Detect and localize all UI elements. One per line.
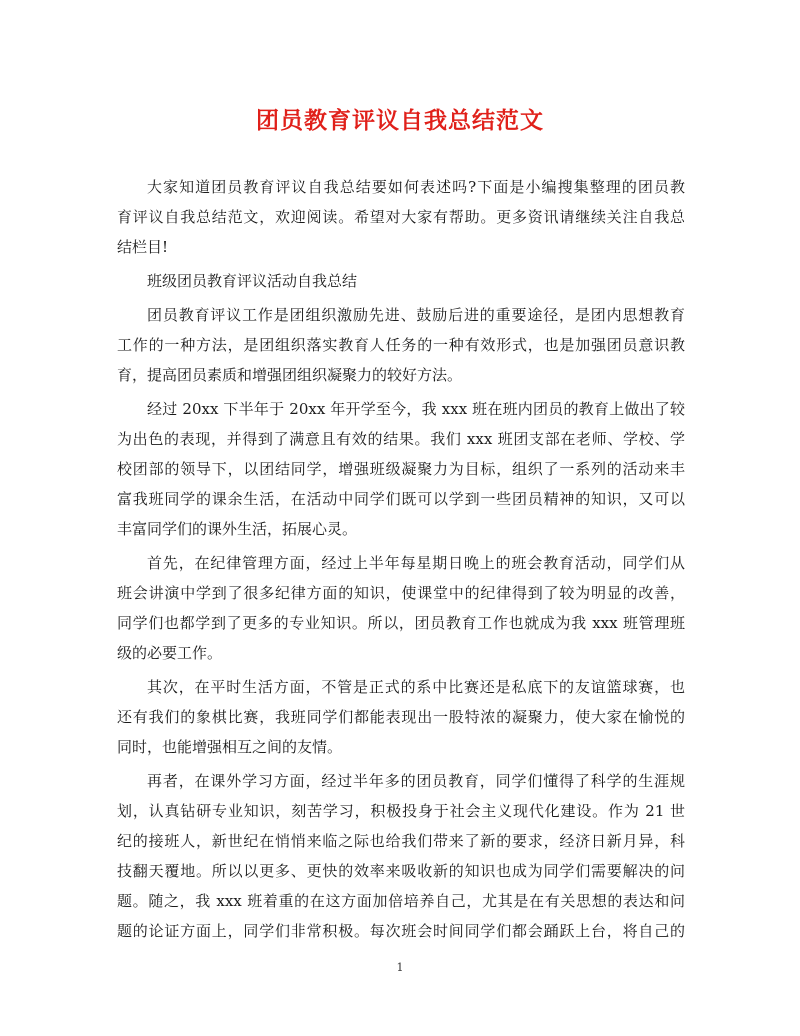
paragraph-line: 还有我们的象棋比赛，我班同学们都能表现出一股特浓的凝聚力，使大家在愉悦的: [117, 708, 685, 726]
paragraph-line: 大家知道团员教育评议自我总结要如何表述吗?下面是小编搜集整理的团员教: [147, 178, 685, 196]
paragraph-line: 经过 20xx 下半年于 20xx 年开学至今，我 xxx 班在班内团员的教育上做出了较: [147, 400, 685, 418]
paragraph-line: 育评议自我总结范文，欢迎阅读。希望对大家有帮助。更多资讯请继续关注自我总: [117, 208, 685, 226]
paragraph-line: 为出色的表现，并得到了满意且有效的结果。我们 xxx 班团支部在老师、学校、学: [117, 430, 685, 448]
paragraph-line: 同学们也都学到了更多的专业知识。所以，团员教育工作也就成为我 xxx 班管理班: [117, 614, 685, 632]
paragraph-line: 划，认真钻研专业知识，刻苦学习，积极投身于社会主义现代化建设。作为 21 世: [117, 802, 685, 820]
paragraph-line: 班级团员教育评议活动自我总结: [147, 272, 358, 290]
paragraph-line: 首先，在纪律管理方面，经过上半年每星期日晚上的班会教育活动，同学们从: [147, 554, 685, 572]
document-body: [117, 172, 685, 946]
paragraph: [117, 394, 685, 544]
paragraph-line: 再者，在课外学习方面，经过半年多的团员教育，同学们懂得了科学的生涯规: [147, 772, 685, 790]
paragraph-line: 题。随之，我 xxx 班着重的在这方面加倍培养自己，尤其是在有关思想的表达和问: [117, 892, 685, 910]
paragraph-line: 级的必要工作。: [117, 644, 223, 662]
paragraph-line: 同时，也能增强相互之间的友情。: [117, 738, 343, 756]
paragraph-line: 题的论证方面上，同学们非常积极。每次班会时间同学们都会踊跃上台，将自己的: [117, 922, 685, 940]
paragraph: [117, 300, 685, 390]
paragraph-line: 丰富同学们的课外生活，拓展心灵。: [117, 520, 358, 538]
paragraph-line: 富我班同学的课余生活，在活动中同学们既可以学到一些团员精神的知识，又可以: [117, 490, 685, 508]
paragraph: [117, 266, 685, 296]
paragraph-line: 团员教育评议工作是团组织激励先进、鼓励后进的重要途径，是团内思想教育: [147, 306, 685, 324]
document-title: 团员教育评议自我总结范文: [256, 107, 544, 134]
paragraph-line: 纪的接班人，新世纪在悄悄来临之际也给我们带来了新的要求，经济日新月异，科: [117, 832, 685, 850]
paragraph: [117, 548, 685, 668]
paragraph-line: 育，提高团员素质和增强团组织凝聚力的较好方法。: [117, 366, 463, 384]
paragraph-line: 结栏目!: [117, 238, 169, 256]
paragraph: [117, 672, 685, 762]
paragraph-line: 技翻天覆地。所以以更多、更快的效率来吸收新的知识也成为同学们需要解决的问: [117, 862, 685, 880]
paragraph-line: 工作的一种方法，是团组织落实教育人任务的一种有效形式，也是加强团员意识教: [117, 336, 685, 354]
paragraph-line: 班会讲演中学到了很多纪律方面的知识，使课堂中的纪律得到了较为明显的改善，: [117, 584, 685, 602]
page-number: 1: [396, 961, 404, 974]
paragraph-line: 其次，在平时生活方面，不管是正式的系中比赛还是私底下的友谊篮球赛，也: [147, 678, 685, 696]
paragraph: [117, 766, 685, 946]
paragraph-line: 校团部的领导下，以团结同学，增强班级凝聚力为目标，组织了一系列的活动来丰: [117, 460, 685, 478]
paragraph: [117, 172, 685, 262]
